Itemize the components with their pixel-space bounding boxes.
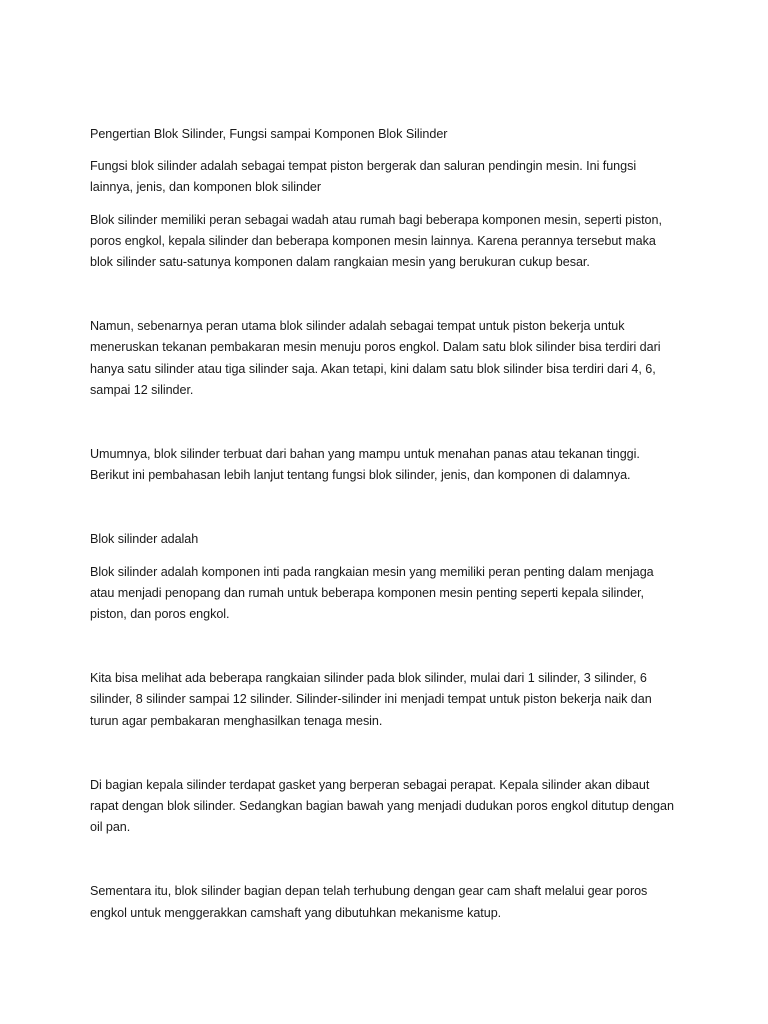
paragraph-camshaft: Sementara itu, blok silinder bagian depan telah terhubung dengan gear cam shaft melalui gear poros engkol untuk menggerakkan camshaft yang dibutuhkan mekanisme katup.: [90, 884, 648, 920]
paragraph-role: Blok silinder memiliki peran sebagai wadah atau rumah bagi beberapa komponen mesin, seperti piston, poros engkol, kepala silinder dan beberapa komponen mesin lainnya. Karena perannya tersebut maka blok silinder satu-satunya komponen dalam rangkaian mesin yang berukuran cukup besar.: [90, 212, 662, 270]
document-body: [90, 124, 678, 924]
paragraph-material: Umumnya, blok silinder terbuat dari bahan yang mampu untuk menahan panas atau tekanan tinggi. Berikut ini pembahasan lebih lanjut tentang fungsi blok silinder, jenis, dan komponen di dalamnya.: [90, 447, 640, 483]
document-title: Pengertian Blok Silinder, Fungsi sampai Komponen Blok Silinder: [90, 127, 448, 141]
paragraph-definition: Blok silinder adalah komponen inti pada rangkaian mesin yang memiliki peran penting dalam menjaga atau menjadi penopang dan rumah untuk beberapa komponen mesin penting seperti kepala silinder, piston, dan poros engkol.: [90, 564, 654, 622]
paragraph-intro: Fungsi blok silinder adalah sebagai tempat piston bergerak dan saluran pendingin mesin. Ini fungsi lainnya, jenis, dan komponen blok silinder: [90, 159, 637, 195]
section-heading: Blok silinder adalah: [90, 532, 199, 547]
paragraph-gasket: Di bagian kepala silinder terdapat gasket yang berperan sebagai perapat. Kepala silinder akan dibaut rapat dengan blok silinder. Sedangkan bagian bawah yang menjadi dudukan poros engkol ditutup dengan oil pan.: [90, 777, 674, 835]
paragraph-cylinders: Kita bisa melihat ada beberapa rangkaian silinder pada blok silinder, mulai dari 1 silinder, 3 silinder, 6 silinder, 8 silinder sampai 12 silinder. Silinder-silinder ini menjadi tempat untuk piston bekerja naik dan turun agar pembakaran menghasilkan tenaga mesin.: [90, 671, 652, 728]
paragraph-main-function: Namun, sebenarnya peran utama blok silinder adalah sebagai tempat untuk piston bekerja untuk meneruskan tekanan pembakaran mesin menuju poros engkol. Dalam satu blok silinder bisa terdiri dari hanya satu silinder atau tiga silinder saja. Akan tetapi, kini dalam satu blok silinder bisa terdiri dari 4, 6, sampai 12 silinder.: [90, 319, 661, 397]
